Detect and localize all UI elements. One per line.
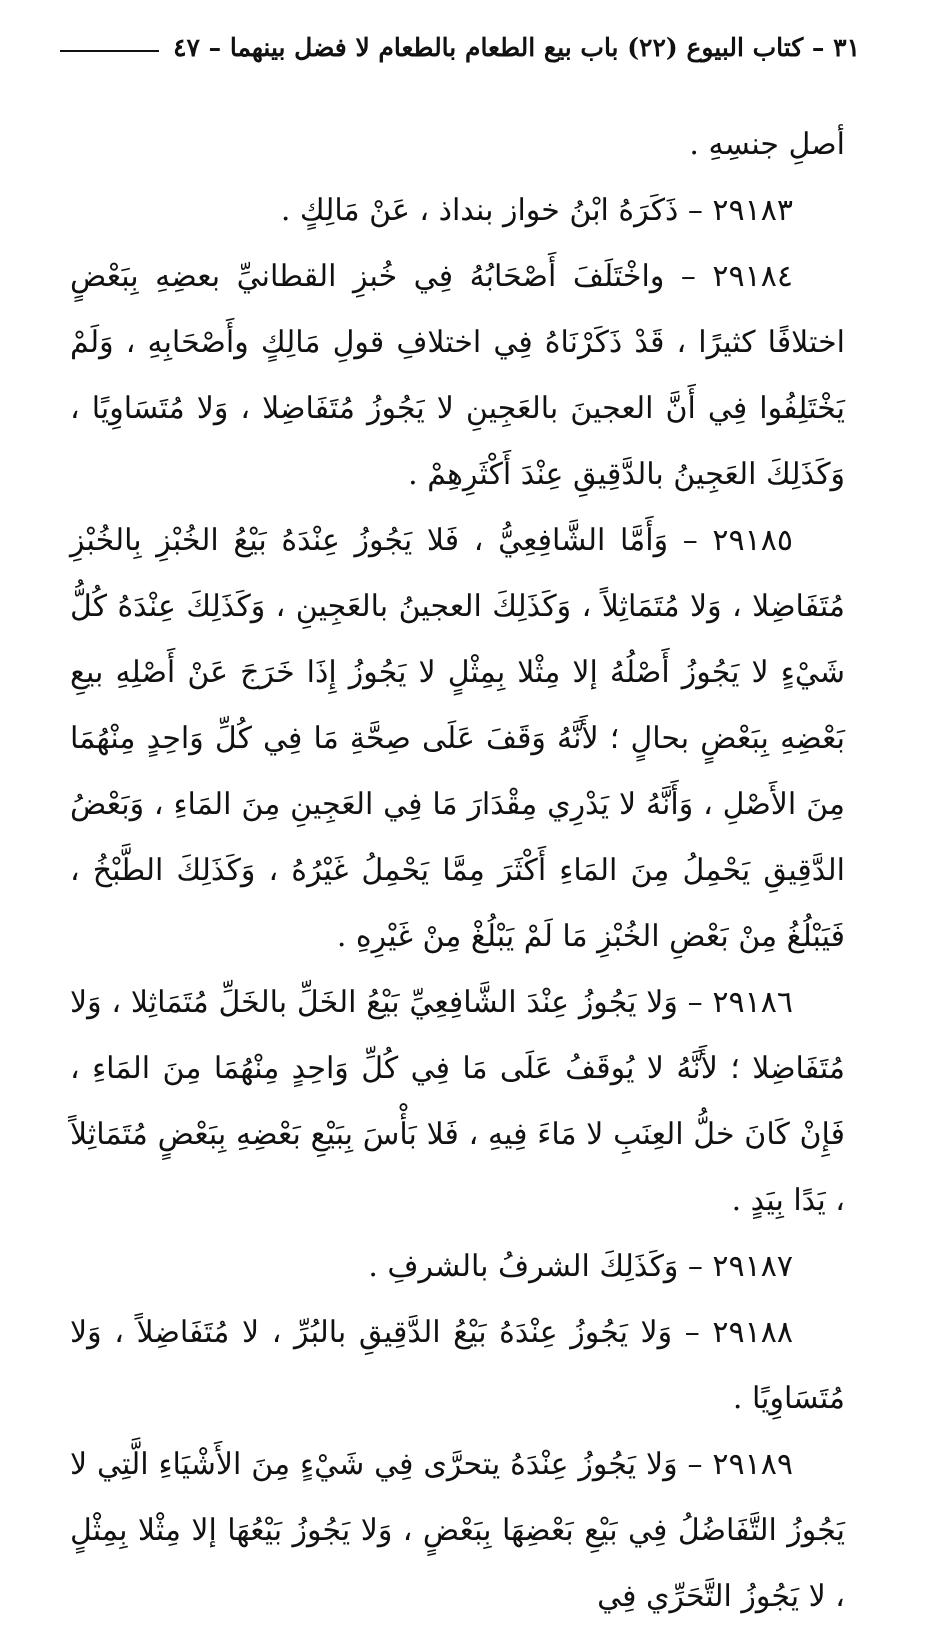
paragraph-29184: ٢٩١٨٤ – واخْتَلَفَ أَصْحَابُهُ فِي خُبزِ القطانيِّ بعضِهِ بِبَعْضٍ اختلافًا كثيرًا ، قَدْ ذَكَرْنَاهُ فِي اختلافِ قولِ مَالِكٍ وأَصْحَابِهِ ، وَلَمْ يَخْتَلِفُوا فِي أَنَّ العجينَ بالعَجِينِ لا يَجُوزُ مُتَفَاضِلا ، وَلا مُتَسَاوِيًا ، وَكَذَلِكَ العَجِينُ بالدَّقِيقِ عِنْدَ أَكْثَرِهِمْ . [70,259,846,492]
paragraph-continuation: أصلِ جنسِهِ . [689,127,845,162]
running-header [60,28,860,68]
paragraph-29189: ٢٩١٨٩ – وَلا يَجُوزُ عِنْدَهُ يتحرَّى فِي شَيْءٍ مِنَ الأَشْيَاءِ الَّتِي لا يَجُوزُ التَّفَاضُلُ فِي بَيْعِ بَعْضِهَا بِبَعْضٍ ، وَلا يَجُوزُ بَيْعُهَا إلا مِثْلا بِمِثْلٍ ، لا يَجُوزُ التَّحَرِّي فِي [70,1447,845,1614]
header-rule [60,50,159,52]
paragraph-29187: ٢٩١٨٧ – وَكَذَلِكَ الشرفُ بالشرفِ . [368,1249,793,1284]
header-text: ٣١ – كتاب البيوع (٢٢) باب بيع الطعام بالطعام لا فضل بينهما – ٤٧ [173,33,860,62]
paragraph-29183: ٢٩١٨٣ – ذَكَرَهُ ابْنُ خواز بنداذ ، عَنْ مَالِكٍ . [280,193,793,228]
paragraph-29188: ٢٩١٨٨ – وَلا يَجُوزُ عِنْدَهُ بَيْعُ الدَّقِيقِ بالبُرِّ ، لا مُتَفَاضِلاً ، وَلا مُتَسَاوِيًا . [70,1315,845,1416]
paragraph-29185: ٢٩١٨٥ – وَأَمَّا الشَّافِعِيُّ ، فَلا يَجُوزُ عِنْدَهُ بَيْعُ الخُبْزِ بِالخُبْزِ مُتَفَاضِلا ، وَلا مُتَمَاثِلاً ، وَكَذَلِكَ العجينُ بالعَجِينِ ، وَكَذَلِكَ عِنْدَهُ كُلُّ شَيْءٍ لا يَجُوزُ أَصْلُهُ إلا مِثْلا بِمِثْلٍ لا يَجُوزُ إِذَا خَرَجَ عَنْ أَصْلِهِ بيعِ بَعْضِهِ بِبَعْضٍ بحالٍ ؛ لأَنَّهُ وَقَفَ عَلَى صِحَّةِ مَا فِي كُلِّ وَاحِدٍ مِنْهُمَا مِنَ الأَصْلِ ، وَأَنَّهُ لا يَدْرِي مِقْدَارَ مَا فِي العَجِينِ مِنَ المَاءِ ، وَبَعْضُ الدَّقِيقِ يَحْمِلُ مِنَ المَاءِ أَكْثَرَ مِمَّا يَحْمِلُ غَيْرُهُ ، وَكَذَلِكَ الطَّبْخُ ، فَيَبْلُغُ مِنْ بَعْضِ الخُبْزِ مَا لَمْ يَبْلُغْ مِنْ غَيْرِهِ . [70,523,845,954]
paragraph-29186: ٢٩١٨٦ – وَلا يَجُوزُ عِنْدَ الشَّافِعِيِّ بَيْعُ الخَلِّ بالخَلِّ مُتَمَاثِلا ، وَلا مُتَفَاضِلا ؛ لأَنَّهُ لا يُوقَفُ عَلَى مَا فِي كُلِّ وَاحِدٍ مِنْهُمَا مِنَ المَاءِ ، فَإِنْ كَانَ خلُّ العِنَبِ لا مَاءَ فِيهِ ، فَلا بَأْسَ بِبَيْعِ بَعْضِهِ بِبَعْضٍ مُتَمَاثِلاً ، يَدًا بِيَدٍ . [70,985,846,1218]
body-text [70,112,845,1630]
